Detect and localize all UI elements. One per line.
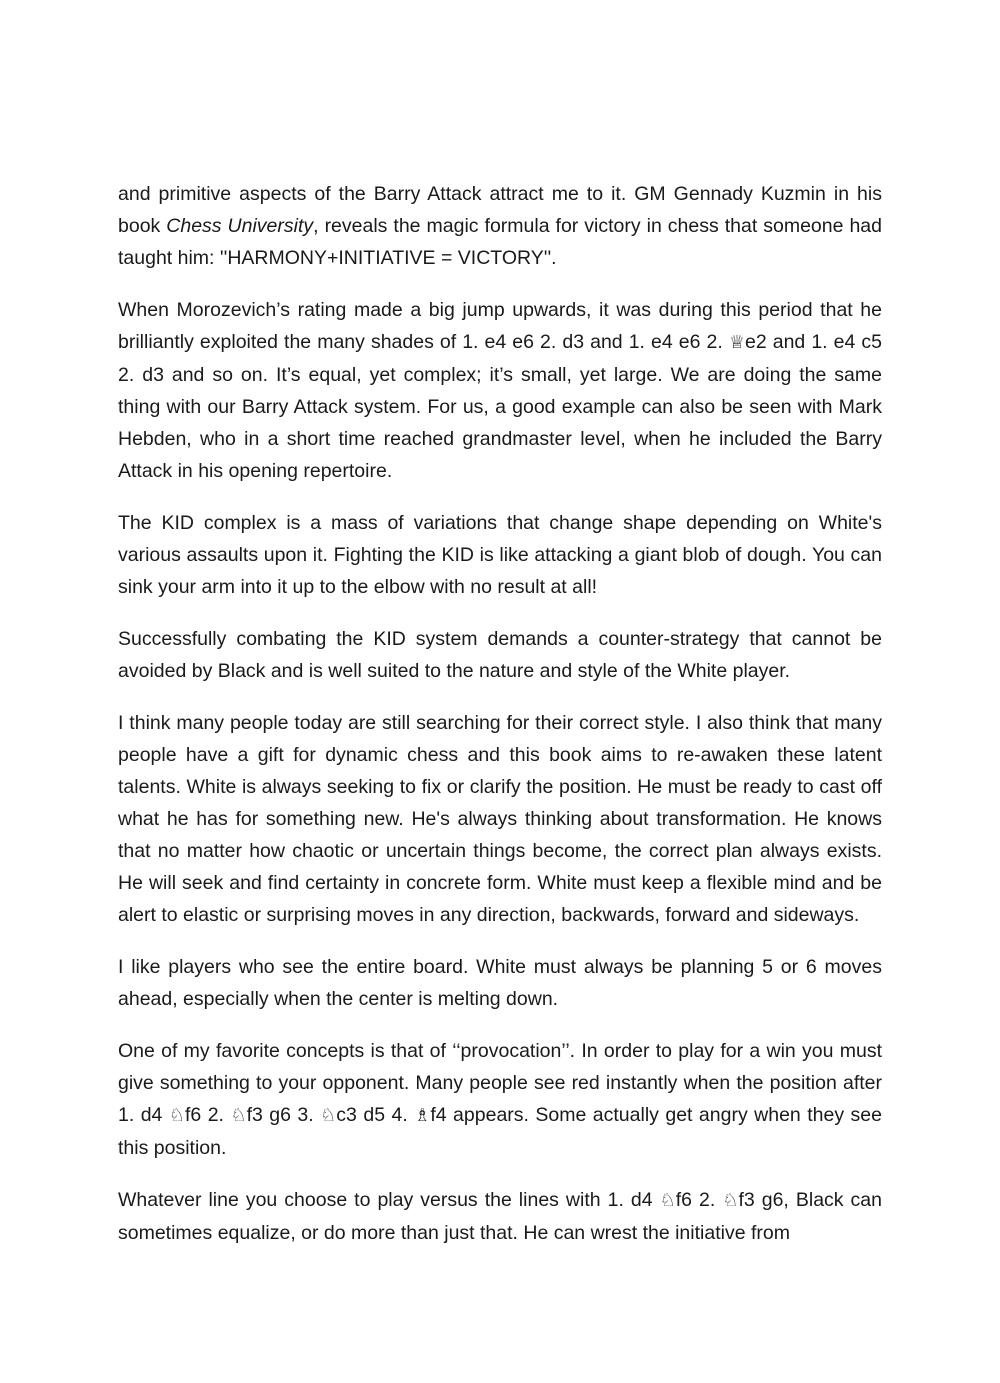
text-run: , reveals the magic formula for victory in chess that someone had taught him: ''HARMONY+INITIATIVE = VICTORY''. bbox=[118, 215, 882, 269]
text-run: Successfully combating the KID system demands a counter-strategy that cannot be avoided by Black and is well suited to the nature and style of the White player. bbox=[118, 628, 882, 682]
paragraph-5 bbox=[118, 707, 882, 931]
white-knight-icon: ♘ bbox=[168, 1105, 185, 1126]
paragraph-4 bbox=[118, 623, 882, 687]
white-bishop-icon: ♗ bbox=[414, 1105, 431, 1126]
paragraph-8 bbox=[118, 1184, 882, 1249]
paragraph-7 bbox=[118, 1035, 882, 1164]
white-queen-icon: ♕ bbox=[728, 332, 745, 353]
paragraph-1 bbox=[118, 178, 882, 274]
book-title: Chess University bbox=[166, 215, 314, 237]
white-knight-icon: ♘ bbox=[659, 1190, 676, 1211]
text-run: e2 and 1. e4 c5 2. d3 and so on. It’s equal, yet complex; it’s small, yet large. We are doing the same thing with our Barry Attack system. For us, a good example can also be seen with Mark Hebden, who in a short time reached grandmaster level, when he included the Barry Attack in his opening repertoire. bbox=[118, 331, 882, 482]
text-run: When Morozevich’s rating made a big jump upwards, it was during this period that he brilliantly exploited the many shades of 1. e4 e6 2. d3 and 1. e4 e6 2. bbox=[118, 299, 882, 353]
text-run: c3 d5 4. bbox=[336, 1104, 415, 1126]
text-run: I think many people today are still searching for their correct style. I also think that many people have a gift for dynamic chess and this book aims to re-awaken these latent talents. White is always seeking to fix or clarify the position. He must be ready to cast off what he has for something new. He's always thinking about transformation. He knows that no matter how chaotic or uncertain things become, the correct plan always exists. He will seek and find certainty in concrete form. White must keep a flexible mind and be alert to elastic or surprising moves in any direction, backwards, forward and sideways. bbox=[118, 712, 882, 926]
white-knight-icon: ♘ bbox=[320, 1105, 337, 1126]
white-knight-icon: ♘ bbox=[722, 1190, 739, 1211]
text-run: f3 g6 3. bbox=[246, 1104, 321, 1126]
text-run: One of my favorite concepts is that of ‘‘provocation’’. In order to play for a win you must give something to your opponent. Many people see red instantly when the position after 1. d4 bbox=[118, 1040, 882, 1126]
paragraph-2 bbox=[118, 294, 882, 487]
text-run: and primitive aspects of the Barry Attack attract me to it. GM Gennady Kuzmin in his book bbox=[118, 183, 882, 237]
text-run: f6 2. bbox=[185, 1104, 231, 1126]
text-run: The KID complex is a mass of variations that change shape depending on White's various assaults upon it. Fighting the KID is like attacking a giant blob of dough. You can sink your arm into it up to the elbow with no result at all! bbox=[118, 512, 882, 598]
text-run: f4 appears. Some actually get angry when they see this position. bbox=[118, 1104, 882, 1159]
paragraph-3 bbox=[118, 507, 882, 603]
text-run: f3 g6, Black can sometimes equalize, or do more than just that. He can wrest the initiative from bbox=[118, 1189, 882, 1244]
document-page bbox=[118, 178, 882, 1249]
text-run: f6 2. bbox=[675, 1189, 723, 1211]
white-knight-icon: ♘ bbox=[230, 1105, 247, 1126]
text-run: I like players who see the entire board. White must always be planning 5 or 6 moves ahead, especially when the center is melting down. bbox=[118, 956, 882, 1010]
text-run: Whatever line you choose to play versus the lines with 1. d4 bbox=[118, 1189, 660, 1211]
paragraph-6 bbox=[118, 951, 882, 1015]
